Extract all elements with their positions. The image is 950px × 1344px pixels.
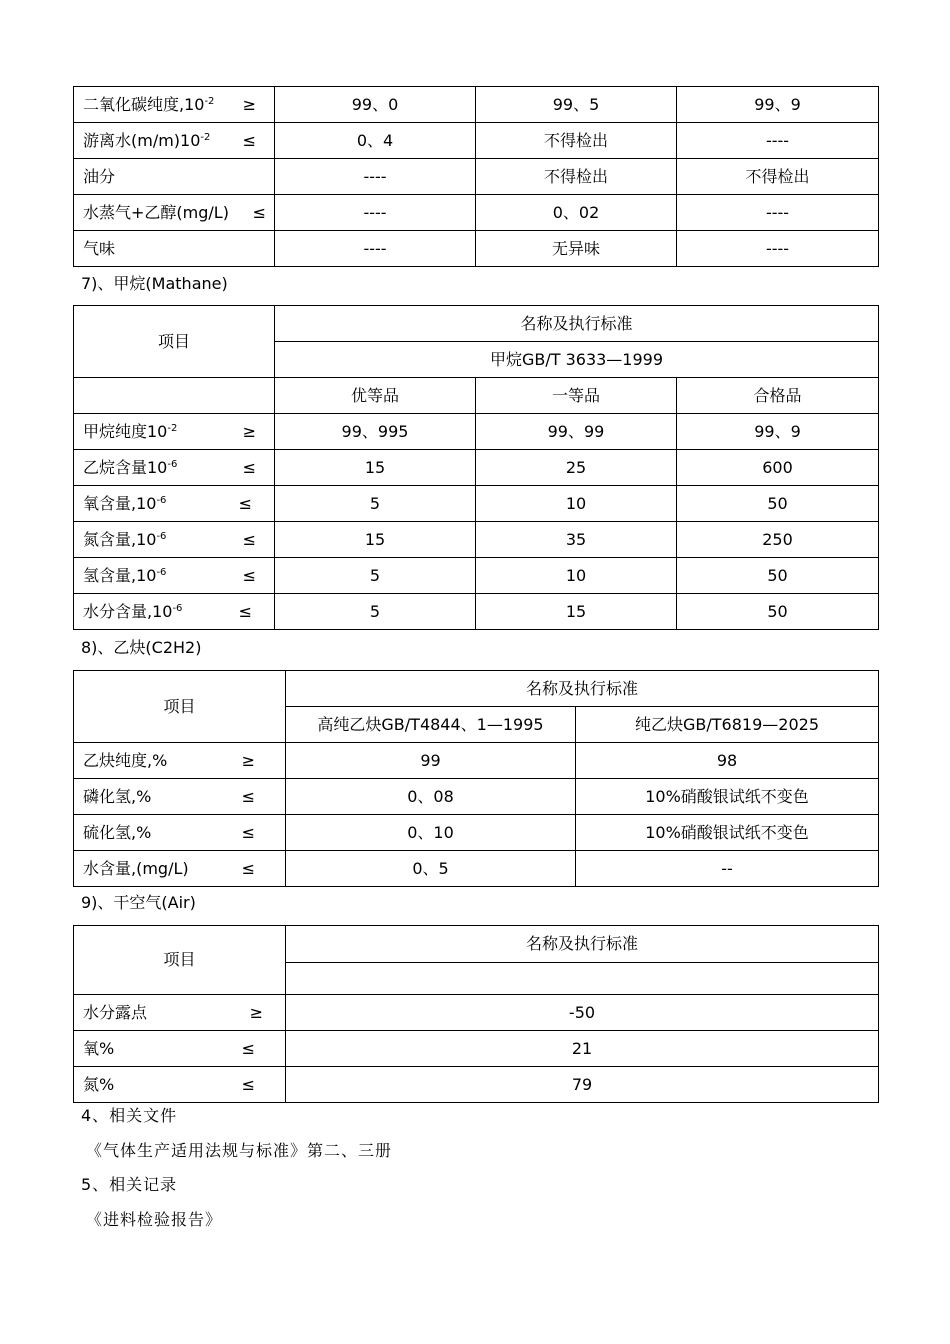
cell: 10%硝酸银试纸不变色 <box>576 779 879 815</box>
table-row: 水蒸气+乙醇(mg/L) ≤ ---- 0、02 ---- <box>74 195 879 231</box>
table-row: 二氧化碳纯度$,10^{-2}$ ≥ 99、0 99、5 99、9 <box>74 87 879 123</box>
table-header-row <box>74 306 879 342</box>
methane-table-block <box>73 305 878 630</box>
item-header: 项目 <box>74 671 286 743</box>
cell: 25 <box>476 450 677 486</box>
standard-header: 名称及执行标准 <box>286 926 879 963</box>
standard-name: 高纯乙炔GB/T4844、1—1995 <box>286 707 576 743</box>
cell: 10 <box>476 558 677 594</box>
cell: ---- <box>677 231 879 267</box>
table-row: 氧含量$,10^{-6}$ ≤ 5 10 50 <box>74 486 879 522</box>
cell: 15 <box>275 522 476 558</box>
row-label: 游离水(m/m)10 <box>83 130 201 150</box>
cell: 10%硝酸银试纸不变色 <box>576 815 879 851</box>
table-row: 水分含量$,10^{-6}$ ≤ 5 15 50 <box>74 594 879 630</box>
grade-header: 合格品 <box>677 378 879 414</box>
cell: 50 <box>677 558 879 594</box>
cell: 98 <box>576 743 879 779</box>
methane-table <box>73 305 879 630</box>
cell: 不得检出 <box>476 159 677 195</box>
standard-header: 名称及执行标准 <box>286 671 879 707</box>
air-table <box>73 925 879 1103</box>
cell: 99、995 <box>275 414 476 450</box>
item-header: 项目 <box>74 306 275 378</box>
standard-name: 甲烷GB/T 3633—1999 <box>275 342 879 378</box>
row-label: 氧% <box>83 1038 115 1058</box>
cell: -- <box>576 851 879 887</box>
cell: 5 <box>275 558 476 594</box>
air-table-block <box>73 925 878 1103</box>
standard-header: 名称及执行标准 <box>275 306 879 342</box>
table-row: 氮含量$,10^{-6}$ ≤ 15 35 250 <box>74 522 879 558</box>
co2-table-block <box>73 86 878 267</box>
cell: 99、9 <box>677 414 879 450</box>
table-header-row <box>74 926 879 963</box>
cell: -50 <box>286 995 879 1031</box>
cell: 5 <box>275 594 476 630</box>
cell: 35 <box>476 522 677 558</box>
row-label: 气味 <box>83 238 116 258</box>
related-docs-item: 《气体生产适用法规与标准》第二、三册 <box>86 1141 393 1160</box>
co2-table <box>73 86 879 267</box>
cell: ---- <box>677 195 879 231</box>
cell: 99、99 <box>476 414 677 450</box>
table-row: 游离水$(m/m)10^{-2}$ ≤ 0、4 不得检出 ---- <box>74 123 879 159</box>
related-docs-heading: 4、相关文件 <box>81 1106 178 1125</box>
cell: 15 <box>275 450 476 486</box>
row-label: 水分露点 <box>83 1002 148 1022</box>
cell: 79 <box>286 1067 879 1103</box>
related-records-heading: 5、相关记录 <box>81 1175 178 1194</box>
table-row: 氧% ≤ 21 <box>74 1031 879 1067</box>
table-header-row <box>74 378 879 414</box>
item-header: 项目 <box>74 926 286 995</box>
related-records-item: 《进料检验报告》 <box>86 1210 223 1229</box>
cell: 0、10 <box>286 815 576 851</box>
table-row: 水分露点 ≥ -50 <box>74 995 879 1031</box>
row-label: 乙炔纯度,% <box>83 750 168 770</box>
grade-header: 优等品 <box>275 378 476 414</box>
table-row: 甲烷纯度$10^{-2}$ ≥ 99、995 99、99 99、9 <box>74 414 879 450</box>
table-row <box>74 231 879 267</box>
row-label: 二氧化碳纯度,10 <box>83 94 205 114</box>
row-label: 甲烷纯度10 <box>83 421 168 441</box>
cell: 10 <box>476 486 677 522</box>
row-label: 水含量,(mg/L) <box>83 858 189 878</box>
table-row <box>74 159 879 195</box>
standard-name: 纯乙炔GB/T6819—2025 <box>576 707 879 743</box>
section-7-caption: 7)、甲烷(Mathane) <box>81 274 228 293</box>
grade-header: 一等品 <box>476 378 677 414</box>
cell: 0、08 <box>286 779 576 815</box>
table-row: 氮% ≤ 79 <box>74 1067 879 1103</box>
cell: 0、5 <box>286 851 576 887</box>
standard-name <box>286 962 879 994</box>
row-label: 氮含量,10 <box>83 529 157 549</box>
row-label: 磷化氢,% <box>83 786 152 806</box>
table-header-row <box>74 671 879 707</box>
cell: 21 <box>286 1031 879 1067</box>
cell: 99、0 <box>275 87 476 123</box>
table-row: 氢含量$,10^{-6}$ ≤ 5 10 50 <box>74 558 879 594</box>
cell: 50 <box>677 486 879 522</box>
cell: 250 <box>677 522 879 558</box>
row-label: 水蒸气+乙醇(mg/L) <box>83 202 229 222</box>
row-label: 油分 <box>83 166 116 186</box>
table-row: 磷化氢,% ≤ 0、08 10%硝酸银试纸不变色 <box>74 779 879 815</box>
row-label: 硫化氢,% <box>83 822 152 842</box>
table-row: 乙烷含量$10^{-6}$ ≤ 15 25 600 <box>74 450 879 486</box>
cell: 不得检出 <box>677 159 879 195</box>
cell: ---- <box>677 123 879 159</box>
acetylene-table-block <box>73 670 878 887</box>
row-label: 水分含量,10 <box>83 601 173 621</box>
row-label: 氢含量,10 <box>83 565 157 585</box>
section-8-caption: 8)、乙炔(C2H2) <box>81 638 202 657</box>
cell: 不得检出 <box>476 123 677 159</box>
table-row: 乙炔纯度,% ≥ 99 98 <box>74 743 879 779</box>
cell: 99、9 <box>677 87 879 123</box>
row-label: 乙烷含量10 <box>83 457 168 477</box>
cell: 50 <box>677 594 879 630</box>
cell: ---- <box>275 195 476 231</box>
section-9-caption: 9)、干空气(Air) <box>81 893 196 912</box>
acetylene-table <box>73 670 879 887</box>
cell: 0、4 <box>275 123 476 159</box>
cell: 99、5 <box>476 87 677 123</box>
row-label: 氧含量,10 <box>83 493 157 513</box>
cell: 无异味 <box>476 231 677 267</box>
table-row: 水含量,(mg/L) ≤ 0、5 -- <box>74 851 879 887</box>
cell: 5 <box>275 486 476 522</box>
cell: 600 <box>677 450 879 486</box>
cell: ---- <box>275 159 476 195</box>
cell: ---- <box>275 231 476 267</box>
row-label: 氮% <box>83 1074 115 1094</box>
table-row: 硫化氢,% ≤ 0、10 10%硝酸银试纸不变色 <box>74 815 879 851</box>
cell: 99 <box>286 743 576 779</box>
cell: 0、02 <box>476 195 677 231</box>
cell: 15 <box>476 594 677 630</box>
